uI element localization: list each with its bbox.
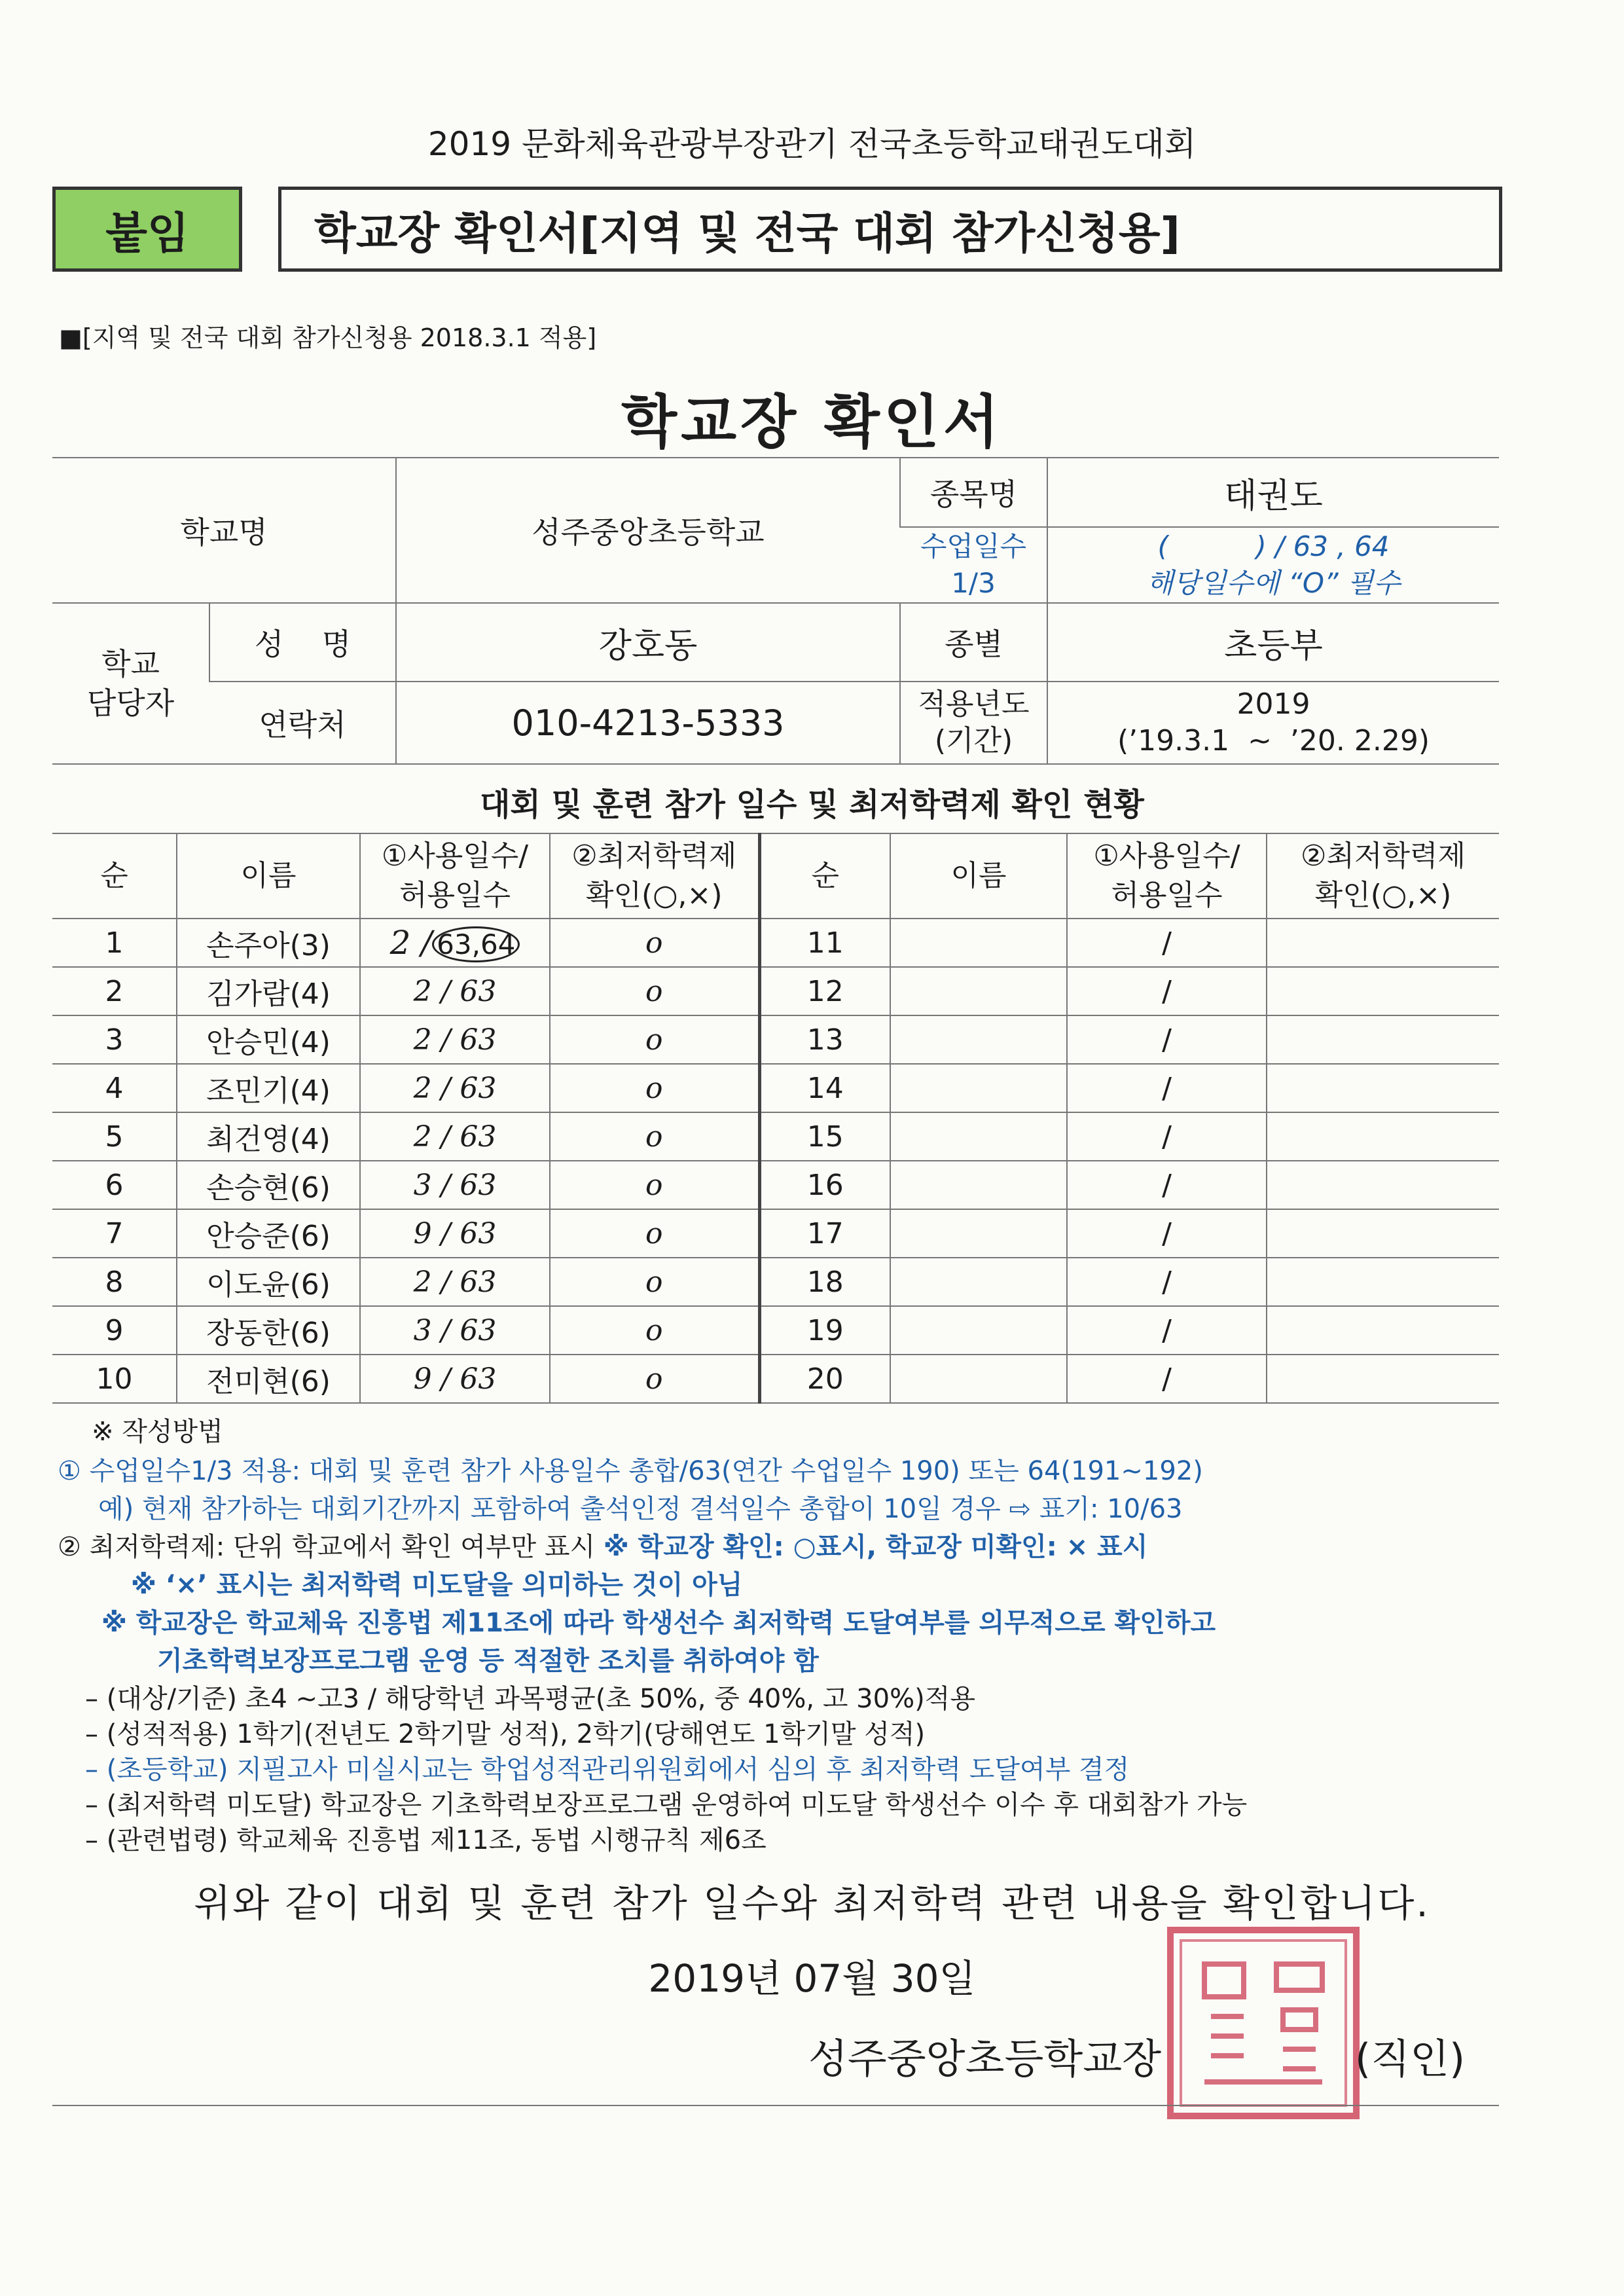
row-days: 9 / 63 bbox=[360, 1355, 550, 1403]
row-days: 3 / 63 bbox=[360, 1306, 550, 1355]
table-row bbox=[52, 1209, 1499, 1258]
applicability-note: ■[지역 및 전국 대회 참가신청용 2018.3.1 적용] bbox=[59, 323, 597, 352]
header-check: ②최저학력제 확인(○,×) bbox=[550, 833, 759, 919]
header-check-right: ②최저학력제 확인(○,×) bbox=[1267, 833, 1499, 919]
table-row bbox=[52, 1355, 1499, 1403]
row-no: 19 bbox=[759, 1306, 890, 1355]
row-check: o bbox=[550, 1161, 759, 1209]
header-box-title: 학교장 확인서[지역 및 전국 대회 참가신청용] bbox=[278, 187, 1502, 272]
event-title: 2019 문화체육관광부장관기 전국초등학교태권도대회 bbox=[427, 125, 1197, 163]
row-no: 13 bbox=[759, 1015, 890, 1064]
row-days: 2 / 63 bbox=[360, 1064, 550, 1112]
row-no: 8 bbox=[52, 1258, 177, 1306]
row-check: o bbox=[550, 1306, 759, 1355]
row-days: / bbox=[1067, 967, 1267, 1015]
row-days: 9 / 63 bbox=[360, 1209, 550, 1258]
row-no: 4 bbox=[52, 1064, 177, 1112]
row-check: o bbox=[550, 1015, 759, 1064]
circled-63: 63,64 bbox=[432, 926, 520, 962]
table-row bbox=[52, 1258, 1499, 1306]
phone-value: 010-4213-5333 bbox=[396, 682, 900, 764]
table-row bbox=[52, 919, 1499, 967]
row-no: 6 bbox=[52, 1161, 177, 1209]
row-name: 안승민(4) bbox=[177, 1015, 360, 1064]
row-name: 최건영(4) bbox=[177, 1112, 360, 1161]
school-days-label: 수업일수 1/3 bbox=[900, 527, 1047, 603]
row-no: 16 bbox=[759, 1161, 890, 1209]
row-no: 14 bbox=[759, 1064, 890, 1112]
row-days: / bbox=[1067, 919, 1267, 967]
school-label: 학교명 bbox=[52, 458, 396, 603]
row-check: o bbox=[550, 1064, 759, 1112]
row-name: 김가람(4) bbox=[177, 967, 360, 1015]
participation-table bbox=[52, 833, 1499, 1404]
row-days: / bbox=[1067, 1161, 1267, 1209]
document-title: 학교장 확인서 bbox=[621, 388, 1003, 456]
table-row bbox=[52, 1015, 1499, 1064]
instruction-line-9: – (초등학교) 지필고사 미실시교는 학업성적관리위원회에서 심의 후 최저학력 도달여부 결정 bbox=[85, 1755, 1130, 1785]
row-check: o bbox=[550, 919, 759, 967]
row-no: 7 bbox=[52, 1209, 177, 1258]
instruction-line-6: 기초학력보장프로그램 운영 등 적절한 조치를 취하여야 함 bbox=[157, 1646, 819, 1676]
row-name: 손주아(3) bbox=[177, 919, 360, 967]
table-row bbox=[52, 1064, 1499, 1112]
header-days: ①사용일수/ 허용일수 bbox=[360, 833, 550, 919]
instruction-line-7: – (대상/기준) 초4 ~고3 / 해당학년 과목평균(초 50%, 중 40%, 고 30%)적용 bbox=[85, 1684, 975, 1714]
instructions-heading: ※ 작성방법 bbox=[92, 1417, 223, 1447]
instruction-line-11: – (관련법령) 학교체육 진흥법 제11조, 동법 시행규칙 제6조 bbox=[85, 1825, 767, 1855]
row-no: 18 bbox=[759, 1258, 890, 1306]
row-days: / bbox=[1067, 1306, 1267, 1355]
row-days: 2 / 63 bbox=[360, 967, 550, 1015]
row-days: / bbox=[1067, 1064, 1267, 1112]
table-row bbox=[52, 1306, 1499, 1355]
row-no: 20 bbox=[759, 1355, 890, 1403]
row-no: 5 bbox=[52, 1112, 177, 1161]
name-label: 성 명 bbox=[209, 603, 396, 682]
row-check: o bbox=[550, 1355, 759, 1403]
row-days: / bbox=[1067, 1112, 1267, 1161]
row-no: 10 bbox=[52, 1355, 177, 1403]
instruction-line-3: ② 최저학력제: 단위 학교에서 확인 여부만 표시 ※ 학교장 확인: ○표시, 학교장 미확인: × 표시 bbox=[58, 1532, 1148, 1562]
table-row bbox=[52, 1161, 1499, 1209]
instruction-line-1: ① 수업일수1/3 적용: 대회 및 훈련 참가 사용일수 총합/63(연간 수업일수 190) 또는 64(191~192) bbox=[58, 1456, 1203, 1486]
row-days: / bbox=[1067, 1355, 1267, 1403]
row-no: 11 bbox=[759, 919, 890, 967]
row-name: 손승현(6) bbox=[177, 1161, 360, 1209]
row-days: / bbox=[1067, 1015, 1267, 1064]
header-days-right: ①사용일수/ 허용일수 bbox=[1067, 833, 1267, 919]
header-no-right: 순 bbox=[759, 833, 890, 919]
row-no: 2 bbox=[52, 967, 177, 1015]
document-date: 2019년 07월 30일 bbox=[648, 1956, 976, 2001]
header-name-right: 이름 bbox=[890, 833, 1067, 919]
event-label: 종목명 bbox=[900, 458, 1047, 527]
section-title: 대회 및 훈련 참가 일수 및 최저학력제 확인 현황 bbox=[480, 786, 1144, 823]
header-name: 이름 bbox=[177, 833, 360, 919]
row-check: o bbox=[550, 1209, 759, 1258]
confirmation-statement: 위와 같이 대회 및 훈련 참가 일수와 최저학력 관련 내용을 확인합니다. bbox=[194, 1881, 1430, 1925]
row-days: 2 / 63,64 bbox=[360, 919, 550, 967]
instruction-line-4: ※ ‘×’ 표시는 최저학력 미도달을 의미하는 것이 아님 bbox=[131, 1570, 743, 1600]
row-days: / bbox=[1067, 1258, 1267, 1306]
row-days: 2 / 63 bbox=[360, 1015, 550, 1064]
phone-label: 연락처 bbox=[209, 682, 396, 764]
row-check: o bbox=[550, 1112, 759, 1161]
seal-label: (직인) bbox=[1355, 2035, 1466, 2083]
name-value: 강호동 bbox=[396, 603, 900, 682]
period-label: 적용년도 (기간) bbox=[900, 682, 1047, 764]
school-value: 성주중앙초등학교 bbox=[396, 458, 900, 603]
school-days-value: ( ) / 63 , 64 해당일수에 “O” 필수 bbox=[1047, 527, 1499, 603]
row-name: 안승준(6) bbox=[177, 1209, 360, 1258]
event-value: 태권도 bbox=[1047, 458, 1499, 527]
row-no: 9 bbox=[52, 1306, 177, 1355]
table-row bbox=[52, 1112, 1499, 1161]
info-table bbox=[52, 457, 1499, 765]
row-days: / bbox=[1067, 1209, 1267, 1258]
row-name: 이도윤(6) bbox=[177, 1258, 360, 1306]
row-name: 조민기(4) bbox=[177, 1064, 360, 1112]
division-value: 초등부 bbox=[1047, 603, 1499, 682]
row-no: 12 bbox=[759, 967, 890, 1015]
row-no: 1 bbox=[52, 919, 177, 967]
row-days: 2 / 63 bbox=[360, 1112, 550, 1161]
period-value: 2019 (’19.3.1 ~ ’20. 2.29) bbox=[1047, 682, 1499, 764]
bottom-rule bbox=[52, 2105, 1499, 2106]
header-no: 순 bbox=[52, 833, 177, 919]
row-no: 15 bbox=[759, 1112, 890, 1161]
row-check: o bbox=[550, 967, 759, 1015]
instruction-line-2: 예) 현재 참가하는 대회기간까지 포함하여 출석인정 결석일수 총합이 10일 경우 ⇨ 표기: 10/63 bbox=[98, 1494, 1183, 1524]
instruction-line-10: – (최저학력 미도달) 학교장은 기초학력보장프로그램 운영하여 미도달 학생선수 이수 후 대회참가 가능 bbox=[85, 1790, 1248, 1820]
row-name: 장동한(6) bbox=[177, 1306, 360, 1355]
official-seal-icon bbox=[1165, 1925, 1362, 2121]
signer-name: 성주중앙초등학교장 bbox=[808, 2035, 1162, 2083]
row-check: o bbox=[550, 1258, 759, 1306]
division-label: 종별 bbox=[900, 603, 1047, 682]
instruction-line-8: – (성적적용) 1학기(전년도 2학기말 성적), 2학기(당해연도 1학기말 성적) bbox=[85, 1719, 926, 1749]
row-days: 2 / 63 bbox=[360, 1258, 550, 1306]
attachment-badge: 붙임 bbox=[52, 187, 242, 272]
contact-group-label: 학교 담당자 bbox=[52, 603, 209, 764]
row-name: 전미현(6) bbox=[177, 1355, 360, 1403]
row-no: 17 bbox=[759, 1209, 890, 1258]
row-no: 3 bbox=[52, 1015, 177, 1064]
row-days: 3 / 63 bbox=[360, 1161, 550, 1209]
instruction-line-5: ※ 학교장은 학교체육 진흥법 제11조에 따라 학생선수 최저학력 도달여부를 의무적으로 확인하고 bbox=[101, 1608, 1216, 1638]
table-row bbox=[52, 967, 1499, 1015]
